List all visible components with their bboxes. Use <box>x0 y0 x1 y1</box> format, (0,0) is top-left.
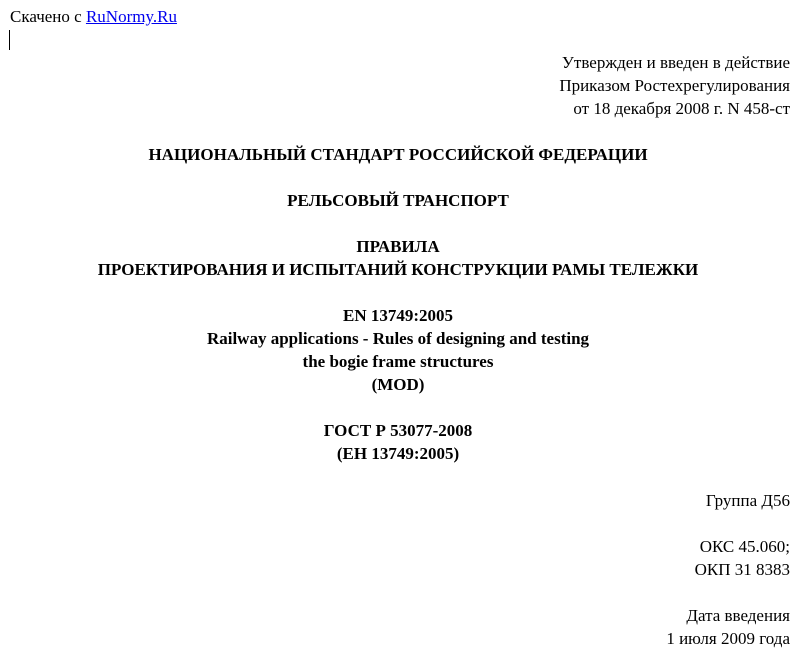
en-line-3: the bogie frame structures <box>302 352 494 371</box>
gost-line-2: (ЕН 13749:2005) <box>336 444 460 463</box>
group-block <box>706 489 790 512</box>
runormy-link[interactable]: RuNormy.Ru <box>85 7 177 26</box>
approval-block <box>559 51 790 120</box>
rules-title-line-2: ПРОЕКТИРОВАНИЯ И ИСПЫТАНИЙ КОНСТРУКЦИИ РАМЫ ТЕЛЕЖКИ <box>97 260 699 279</box>
gost-line-1: ГОСТ Р 53077-2008 <box>323 421 473 440</box>
effective-date-value: 1 июля 2009 года <box>666 629 790 648</box>
rules-title-line-1: ПРАВИЛА <box>356 237 440 256</box>
rail-transport-text: РЕЛЬСОВЫЙ ТРАНСПОРТ <box>287 191 509 210</box>
source-prefix: Скачено с <box>10 7 86 26</box>
effective-date-block <box>666 604 790 650</box>
rail-transport-heading <box>0 189 796 212</box>
classification-codes <box>695 535 790 581</box>
approval-line-2: Приказом Ростехрегулирования <box>559 76 790 95</box>
en-line-1: EN 13749:2005 <box>342 306 454 325</box>
en-line-2: Railway applications - Rules of designing and testing <box>206 329 590 348</box>
approval-line-3: от 18 декабря 2008 г. N 458-ст <box>573 99 790 118</box>
en-standard-block <box>0 304 796 396</box>
gost-block <box>0 419 796 465</box>
rules-title <box>0 235 796 281</box>
en-line-4: (MOD) <box>371 375 425 394</box>
group-text: Группа Д56 <box>705 491 790 510</box>
approval-line-1: Утвержден и введен в действие <box>561 53 790 72</box>
national-standard-text: НАЦИОНАЛЬНЫЙ СТАНДАРТ РОССИЙСКОЙ ФЕДЕРАЦИИ <box>148 145 648 164</box>
okp-code: ОКП 31 8383 <box>694 560 790 579</box>
effective-date-label: Дата введения <box>686 606 790 625</box>
text-cursor <box>9 30 10 50</box>
oks-code: ОКС 45.060; <box>699 537 790 556</box>
source-line <box>10 5 177 28</box>
national-standard-heading <box>0 143 796 166</box>
